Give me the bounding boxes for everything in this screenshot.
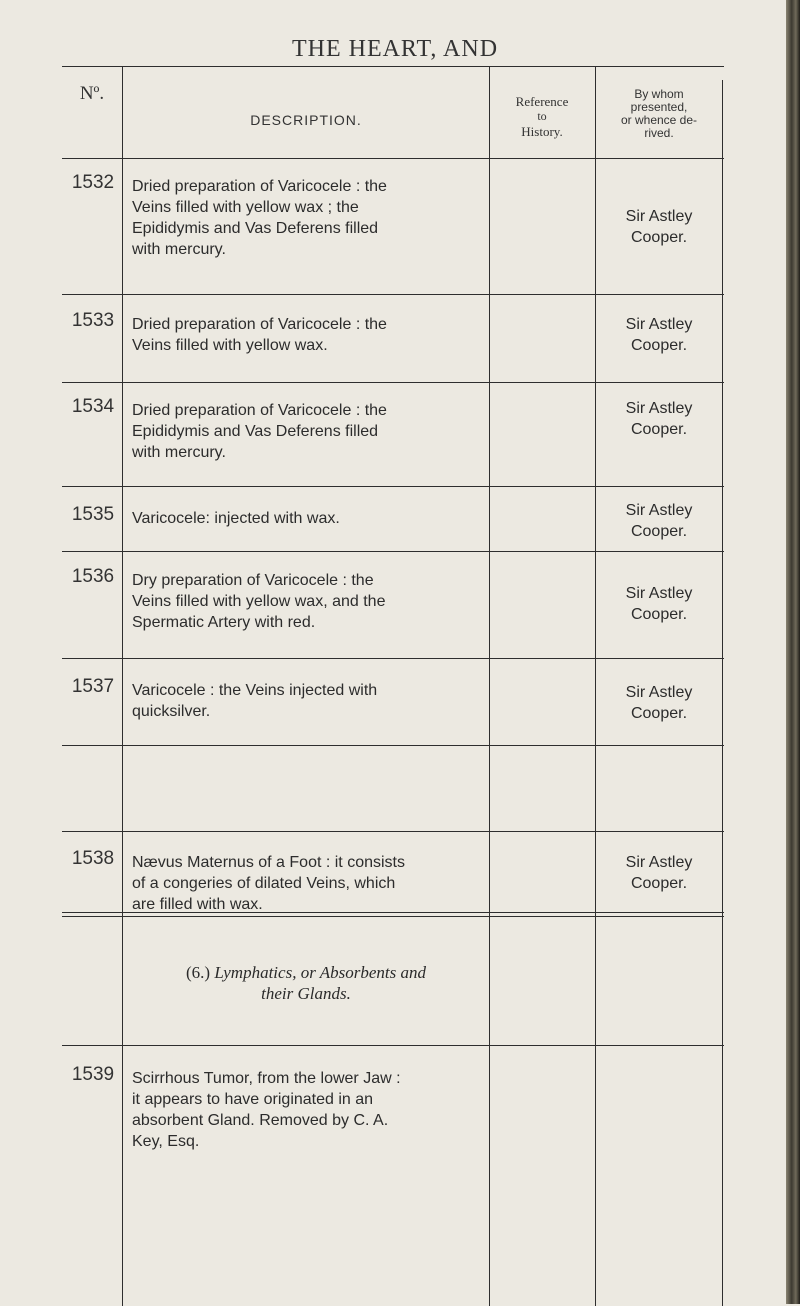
entry-number: 1534 — [71, 396, 115, 417]
entry-description — [132, 570, 484, 633]
row-rule-double — [62, 916, 724, 917]
row-rule — [62, 831, 724, 832]
description-line: Varicocele: injected with wax. — [132, 510, 340, 527]
entry-description — [132, 852, 484, 915]
description-line: Dried preparation of Varicocele : the — [132, 178, 387, 195]
header-reference-line: History. — [521, 124, 563, 139]
entry-description — [132, 314, 484, 356]
section-number: (6.) — [185, 963, 215, 982]
description-line: Dry preparation of Varicocele : the — [132, 572, 374, 589]
row-rule — [62, 486, 724, 487]
entry-donor — [596, 314, 722, 356]
description-line: with mercury. — [132, 241, 226, 258]
header-reference-line: Reference — [515, 94, 569, 109]
description-line: Veins filled with yellow wax, and the — [132, 593, 386, 610]
entry-number: 1536 — [71, 566, 115, 587]
row-rule — [62, 382, 724, 383]
entry-donor — [596, 500, 722, 542]
description-line: Epididymis and Vas Deferens filled — [132, 423, 379, 440]
description-line: Nævus Maternus of a Foot : it consists — [132, 854, 405, 871]
entry-donor — [596, 206, 722, 248]
table-top-rule — [62, 66, 724, 67]
donor-line: Cooper. — [630, 229, 688, 246]
donor-line: Sir Astley — [625, 316, 693, 333]
section-title-continued: their Glands. — [261, 984, 351, 1003]
donor-line: Cooper. — [630, 875, 688, 892]
description-line: Veins filled with yellow wax ; the — [132, 199, 359, 216]
entry-number: 1535 — [71, 504, 115, 525]
entry-description — [132, 1068, 484, 1152]
description-line: Dried preparation of Varicocele : the — [132, 316, 387, 333]
donor-line: Sir Astley — [625, 400, 693, 417]
donor-line: Sir Astley — [625, 854, 693, 871]
donor-line: Cooper. — [630, 705, 688, 722]
entry-description — [132, 680, 484, 722]
donor-line: Cooper. — [630, 421, 688, 438]
entry-number: 1532 — [71, 172, 115, 193]
row-rule — [62, 551, 724, 552]
entry-donor — [596, 398, 722, 440]
entry-number: 1537 — [71, 676, 115, 697]
header-donor-line: or whence de- — [620, 113, 698, 127]
section-heading-line — [124, 983, 488, 1004]
entry-number: 1539 — [71, 1064, 115, 1085]
description-line: with mercury. — [132, 444, 226, 461]
description-line: it appears to have originated in an — [132, 1091, 374, 1108]
description-line: absorbent Gland. Removed by C. A. — [132, 1112, 389, 1129]
description-line: of a congeries of dilated Veins, which — [132, 875, 396, 892]
description-line: Key, Esq. — [132, 1133, 200, 1150]
description-line: quicksilver. — [132, 703, 211, 720]
donor-line: Cooper. — [630, 606, 688, 623]
running-head: THE HEART, AND — [291, 36, 499, 62]
row-rule — [62, 158, 724, 159]
entry-number: 1533 — [71, 310, 115, 331]
donor-line: Cooper. — [630, 337, 688, 354]
header-donor — [596, 88, 722, 140]
header-description: DESCRIPTION. — [250, 112, 362, 128]
row-rule — [62, 658, 724, 659]
section-heading — [124, 962, 488, 1004]
entry-number: 1538 — [71, 848, 115, 869]
header-donor-line: presented, — [630, 100, 688, 114]
description-line: Varicocele : the Veins injected with — [132, 682, 378, 699]
row-rule — [62, 294, 724, 295]
header-reference-line: to — [537, 109, 547, 123]
description-line: Epididymis and Vas Deferens filled — [132, 220, 379, 237]
donor-line: Sir Astley — [625, 502, 693, 519]
description-line: Veins filled with yellow wax. — [132, 337, 328, 354]
header-donor-line: By whom — [634, 87, 684, 101]
row-rule — [62, 1045, 724, 1046]
description-line: are filled with wax. — [132, 896, 263, 913]
description-line: Dried preparation of Varicocele : the — [132, 402, 387, 419]
donor-line: Sir Astley — [625, 208, 693, 225]
entry-description — [132, 400, 484, 463]
column-rule — [722, 80, 723, 1306]
entry-donor — [596, 852, 722, 894]
description-line: Scirrhous Tumor, from the lower Jaw : — [132, 1070, 401, 1087]
page-edge — [786, 0, 800, 1304]
entry-donor — [596, 682, 722, 724]
donor-line: Sir Astley — [625, 684, 693, 701]
header-number: Nº. — [79, 83, 105, 104]
entry-donor — [596, 583, 722, 625]
row-rule — [62, 745, 724, 746]
entry-description — [132, 176, 484, 260]
header-reference — [490, 94, 594, 139]
description-line: Spermatic Artery with red. — [132, 614, 316, 631]
entry-description — [132, 508, 484, 529]
column-rule — [489, 66, 490, 1306]
section-heading-line — [124, 962, 488, 983]
donor-line: Cooper. — [630, 523, 688, 540]
donor-line: Sir Astley — [625, 585, 693, 602]
header-donor-line: rived. — [644, 126, 674, 140]
section-title: Lymphatics, or Absorbents and — [214, 963, 426, 982]
